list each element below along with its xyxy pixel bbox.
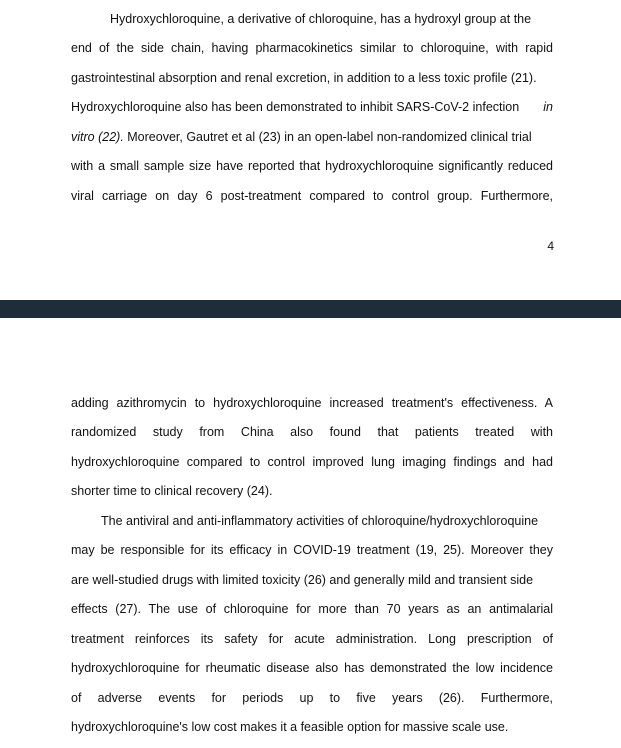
- document-page-bottom: [0, 318, 621, 748]
- paragraph-line: treatment reinforces its safety for acute administration. Long prescription of: [71, 632, 553, 646]
- paragraph-line: hydroxychloroquine for rheumatic disease also has demonstrated the low incidence: [71, 661, 553, 675]
- paragraph-line: with a small sample size have reported that hydroxychloroquine significantly reduced: [71, 159, 553, 173]
- paragraph-line: [71, 129, 553, 145]
- paragraph-line: are well-studied drugs with limited toxicity (26) and generally mild and transient side: [71, 573, 534, 587]
- document-page-top: [0, 0, 621, 300]
- paragraph-line: randomized study from China also found that patients treated with: [71, 425, 553, 439]
- paragraph-line: effects (27). The use of chloroquine for more than 70 years as an antimalarial: [71, 602, 553, 616]
- paragraph-line: end of the side chain, having pharmacokinetics similar to chloroquine, with rapid: [71, 41, 553, 55]
- italic-text: vitro (22).: [71, 130, 124, 144]
- paragraph-line: viral carriage on day 6 post-treatment compared to control group. Furthermore,: [71, 189, 553, 203]
- paragraph-text: Hydroxychloroquine also has been demonstrated to inhibit SARS-CoV-2 infection: [71, 100, 520, 114]
- paragraph-line: may be responsible for its efficacy in COVID-19 treatment (19, 25). Moreover they: [71, 543, 553, 557]
- paragraph-line: [71, 99, 553, 115]
- paragraph-line: gastrointestinal absorption and renal excretion, in addition to a less toxic profile (21).: [71, 71, 537, 85]
- paragraph-line: The antiviral and anti-inflammatory activities of chloroquine/hydroxychloroquine: [101, 514, 539, 528]
- paragraph-line: adding azithromycin to hydroxychloroquine increased treatment's effectiveness. A: [71, 396, 553, 410]
- paragraph-line: hydroxychloroquine's low cost makes it a feasible option for massive scale use.: [71, 720, 509, 734]
- paragraph-line: shorter time to clinical recovery (24).: [71, 484, 273, 498]
- italic-text: in: [543, 100, 553, 114]
- page-divider: [0, 300, 621, 318]
- paragraph-line: Hydroxychloroquine, a derivative of chloroquine, has a hydroxyl group at the: [110, 12, 532, 26]
- page-number: 4: [547, 239, 554, 253]
- paragraph-line: of adverse events for periods up to five years (26). Furthermore,: [71, 691, 553, 705]
- paragraph-line: hydroxychloroquine compared to control improved lung imaging findings and had: [71, 455, 553, 469]
- paragraph-text: Moreover, Gautret et al (23) in an open-label non-randomized clinical trial: [123, 130, 532, 144]
